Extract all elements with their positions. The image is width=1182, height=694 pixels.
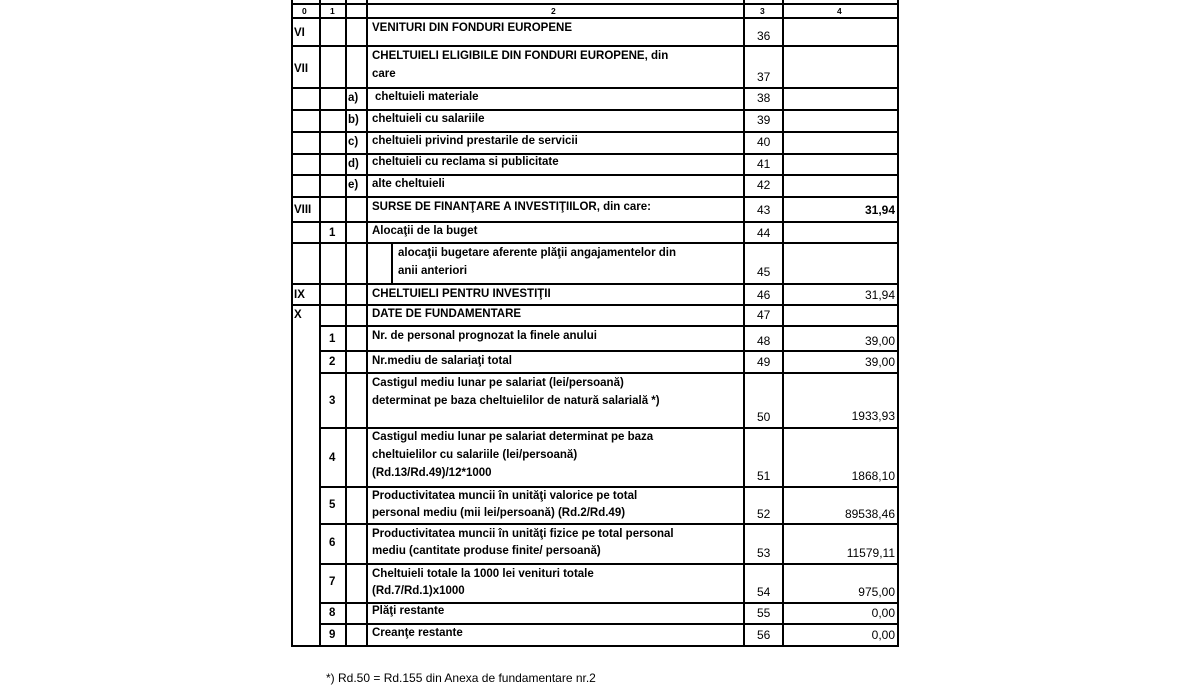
footnote: *) Rd.50 = Rd.155 din Anexa de fundamentare nr.2: [326, 671, 596, 685]
budget-table: [291, 0, 899, 647]
row-roman: VI: [294, 27, 305, 39]
row-letter: d): [348, 158, 359, 170]
row-number: 52: [757, 507, 771, 521]
row-value: 39,00: [864, 334, 895, 348]
row-desc-line2: anii anteriori: [398, 265, 468, 277]
row-number: 37: [757, 70, 771, 84]
row-border: [291, 174, 899, 176]
row-index: 8: [329, 607, 336, 619]
row-number: 54: [757, 585, 771, 599]
row-desc: CHELTUIELI PENTRU INVESTIŢII: [372, 288, 551, 300]
row-desc-line1: Castigul mediu lunar pe salariat (lei/persoană): [372, 377, 624, 389]
row-index: 9: [329, 629, 336, 641]
row-border: [291, 17, 899, 19]
col-border: [366, 0, 368, 647]
row-value: 31,94: [864, 288, 895, 302]
row-number: 43: [757, 203, 771, 217]
row-border: [319, 523, 899, 525]
row-number: 46: [757, 288, 771, 302]
row-border: [319, 623, 899, 625]
row-border: [319, 563, 899, 565]
row-desc-line1: Castigul mediu lunar pe salariat determinat pe baza: [372, 431, 654, 443]
row-index: 6: [329, 537, 336, 549]
row-number: 47: [757, 308, 771, 322]
row-number: 53: [757, 546, 771, 560]
header-col-4: 4: [837, 6, 842, 16]
row-value: 39,00: [864, 355, 895, 369]
col-border: [897, 0, 899, 647]
row-letter: b): [348, 114, 359, 126]
row-desc-line1: Productivitatea muncii în unităţi fizice pe total personal: [372, 528, 674, 540]
row-number: 42: [757, 178, 771, 192]
row-border: [319, 325, 899, 327]
row-value: 1868,10: [851, 469, 895, 483]
row-desc: Plăţi restante: [372, 605, 445, 617]
row-border: [291, 131, 899, 133]
row-border: [291, 196, 899, 198]
row-border: [291, 645, 899, 647]
col-border: [345, 0, 347, 647]
row-value: 89538,46: [844, 507, 895, 521]
row-value: 11579,11: [846, 546, 895, 560]
row-desc-line2: mediu (cantitate produse finite/ persoană): [372, 545, 601, 557]
row-letter: c): [348, 136, 359, 148]
row-letter: a): [348, 92, 359, 104]
header-col-1: 1: [330, 6, 335, 16]
row-index: 1: [329, 227, 336, 239]
row-border: [319, 602, 899, 604]
row-desc-line1: Cheltuieli totale la 1000 lei venituri totale: [372, 568, 594, 580]
row-desc: Creanţe restante: [372, 627, 463, 639]
row-roman: VII: [294, 63, 309, 75]
row-border: [291, 3, 899, 5]
row-desc: cheltuieli cu reclama si publicitate: [372, 156, 559, 168]
row-number: 41: [757, 157, 771, 171]
row-index: 7: [329, 576, 336, 588]
row-desc-line2: personal mediu (mii lei/persoană) (Rd.2/Rd.49): [372, 507, 626, 519]
row-index: 3: [329, 395, 336, 407]
row-number: 40: [757, 135, 771, 149]
row-border: [291, 87, 899, 89]
row-border: [291, 283, 899, 285]
row-border: [319, 427, 899, 429]
row-desc: cheltuieli cu salariile: [372, 113, 485, 125]
row-desc-line2: cheltuielilor cu salariile (lei/persoană): [372, 449, 578, 461]
row-index: 1: [329, 333, 336, 345]
row-desc-line3: (Rd.13/Rd.49)/12*1000: [372, 467, 492, 479]
row-number: 49: [757, 355, 771, 369]
col-border: [782, 0, 784, 647]
row-desc: DATE DE FUNDAMENTARE: [372, 308, 522, 320]
row-desc: Nr.mediu de salariaţi total: [372, 355, 512, 367]
col-border: [319, 0, 321, 647]
row-desc-line2: (Rd.7/Rd.1)x1000: [372, 585, 465, 597]
row-desc: Nr. de personal prognozat la finele anului: [372, 330, 597, 342]
row-border: [319, 372, 899, 374]
row-border: [291, 153, 899, 155]
row-number: 45: [757, 265, 771, 279]
row-desc: VENITURI DIN FONDURI EUROPENE: [372, 22, 572, 34]
indent-border: [391, 243, 393, 283]
row-desc-line1: Productivitatea muncii în unităţi valorice pe total: [372, 490, 638, 502]
row-letter: e): [348, 179, 359, 191]
row-desc-line1: CHELTUIELI ELIGIBILE DIN FONDURI EUROPENE, din: [372, 50, 669, 62]
row-desc: cheltuieli materiale: [375, 91, 479, 103]
row-number: 44: [757, 226, 771, 240]
row-number: 39: [757, 113, 771, 127]
row-value: 0,00: [871, 628, 895, 642]
row-roman: X: [294, 309, 302, 321]
row-value: 1933,93: [851, 409, 895, 423]
row-number: 56: [757, 628, 771, 642]
row-number: 50: [757, 410, 771, 424]
row-border: [319, 486, 899, 488]
row-desc: SURSE DE FINANŢARE A INVESTIŢIILOR, din care:: [372, 201, 652, 213]
row-number: 55: [757, 606, 771, 620]
row-border: [291, 45, 899, 47]
row-index: 4: [329, 452, 336, 464]
row-value: 31,94: [864, 203, 895, 217]
row-desc: Alocaţii de la buget: [372, 225, 478, 237]
row-border: [319, 350, 899, 352]
row-index: 2: [329, 356, 336, 368]
row-roman: VIII: [294, 204, 312, 216]
row-desc: alte cheltuieli: [372, 178, 445, 190]
row-border: [291, 242, 899, 244]
row-number: 48: [757, 334, 771, 348]
row-roman: IX: [294, 289, 305, 301]
col-border: [291, 0, 293, 647]
header-col-0: 0: [302, 6, 307, 16]
row-number: 36: [757, 29, 771, 43]
row-desc-line2: care: [372, 68, 396, 80]
header-col-2: 2: [551, 6, 556, 16]
row-value: 975,00: [858, 585, 895, 599]
row-index: 5: [329, 499, 336, 511]
row-value: 0,00: [871, 606, 895, 620]
header-col-3: 3: [760, 6, 765, 16]
row-desc-line1: alocaţii bugetare aferente plăţii angajamentelor din: [398, 247, 676, 259]
col-border: [743, 0, 745, 647]
row-border: [291, 304, 899, 306]
row-border: [291, 221, 899, 223]
row-desc-line2: determinat pe baza cheltuielilor de natură salarială *): [372, 395, 660, 407]
row-border: [291, 109, 899, 111]
row-desc: cheltuieli privind prestarile de servicii: [372, 135, 578, 147]
row-number: 38: [757, 91, 771, 105]
row-number: 51: [757, 469, 771, 483]
